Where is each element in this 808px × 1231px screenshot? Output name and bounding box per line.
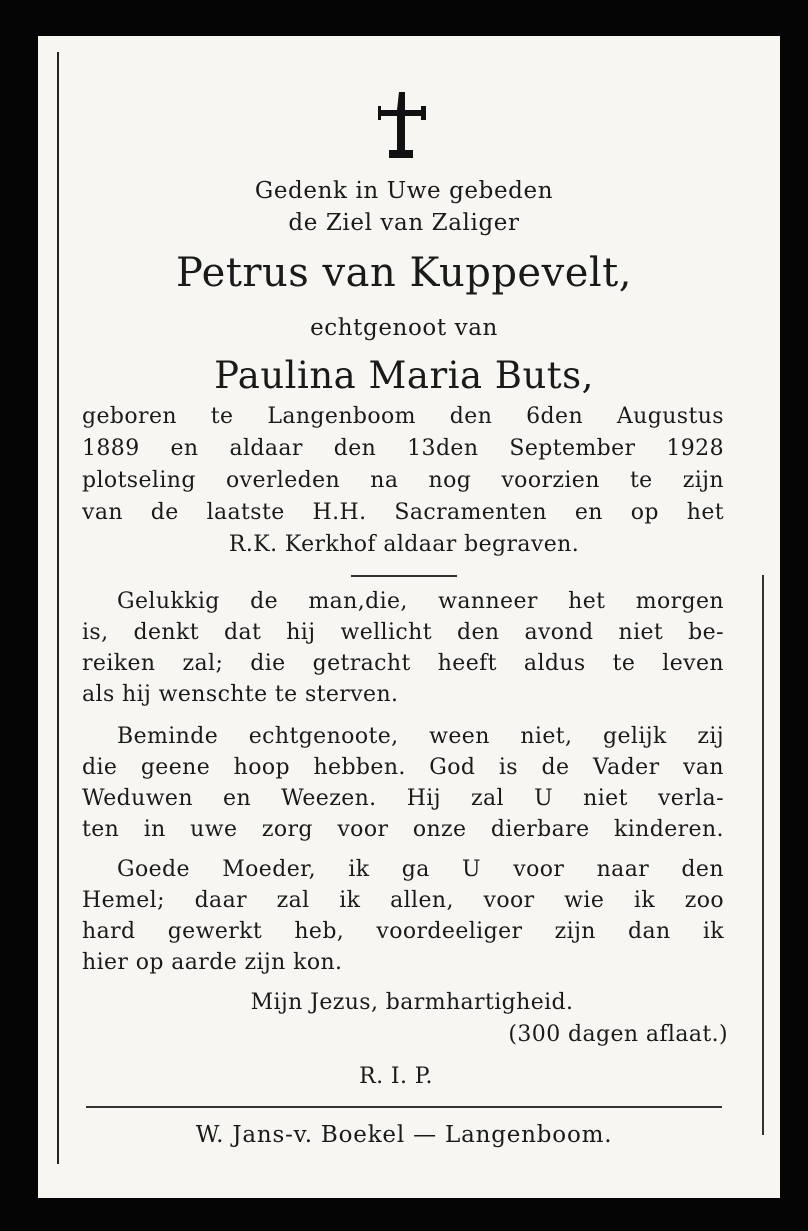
word: de: [150, 500, 179, 525]
word: Moeder,: [222, 857, 317, 882]
word: die: [250, 651, 286, 676]
para1-line: [82, 620, 724, 645]
word: voordeeliger: [376, 919, 523, 944]
bio-line: [82, 436, 724, 461]
word: Hemel;: [82, 888, 165, 913]
word: het: [686, 500, 724, 525]
word: niet: [618, 620, 664, 645]
bio-line: [82, 404, 724, 429]
word: morgen: [635, 589, 724, 614]
word: Weezen.: [281, 786, 377, 811]
word: ik: [339, 888, 361, 913]
prayer: Mijn Jezus, barmhartigheid.: [250, 990, 574, 1015]
para3-last-line: hier op aarde zijn kon.: [82, 950, 343, 975]
word: kinderen.: [613, 817, 724, 842]
word: allen,: [390, 888, 454, 913]
word: dat: [223, 620, 262, 645]
word: te: [612, 651, 636, 676]
para1-line: [82, 651, 724, 676]
word: zijn: [554, 919, 596, 944]
para3-line: [117, 857, 724, 882]
word: zal: [276, 888, 310, 913]
word: naar: [596, 857, 650, 882]
para3-line: [82, 919, 724, 944]
para1-last-line: als hij wenschte te sterven.: [82, 682, 399, 707]
word: ga: [401, 857, 430, 882]
word: aldaar: [229, 436, 303, 461]
word: man,die,: [308, 589, 408, 614]
word: hard: [82, 919, 136, 944]
word: nog: [428, 468, 472, 493]
word: ween: [429, 724, 490, 749]
word: laatste: [206, 500, 285, 525]
word: het: [568, 589, 606, 614]
word: be-: [688, 620, 724, 645]
word: van: [82, 500, 123, 525]
word: avond: [524, 620, 594, 645]
word: van: [682, 755, 724, 780]
word: op: [630, 500, 659, 525]
word: niet: [583, 786, 628, 811]
word: heb,: [294, 919, 345, 944]
word: en: [170, 436, 199, 461]
word: U: [462, 857, 481, 882]
word: voor: [513, 857, 565, 882]
para3-line: [82, 888, 724, 913]
word: ik: [348, 857, 370, 882]
word: hij: [286, 620, 316, 645]
word: na: [370, 468, 399, 493]
word: Vader: [592, 755, 660, 780]
card-border-right: [762, 575, 764, 1135]
word: hoop: [233, 755, 290, 780]
word: voor: [483, 888, 535, 913]
word: verla-: [657, 786, 724, 811]
word: H.H.: [312, 500, 367, 525]
word: Augustus: [616, 404, 724, 429]
word: gelijk: [603, 724, 667, 749]
intro-line-2: de Ziel van Zaliger: [288, 210, 520, 236]
word: voor: [337, 817, 389, 842]
indulgence: (300 dagen aflaat.): [508, 1022, 728, 1047]
word: gewerkt: [167, 919, 263, 944]
word: aldus: [523, 651, 586, 676]
word: zal: [471, 786, 504, 811]
bio-last-line: R.K. Kerkhof aldaar begraven.: [228, 532, 580, 557]
intro-line-1: Gedenk in Uwe gebeden: [254, 178, 554, 204]
word: hebben.: [313, 755, 406, 780]
divider: [351, 575, 457, 577]
word: overleden: [225, 468, 341, 493]
word: zorg: [261, 817, 313, 842]
word: in: [143, 817, 166, 842]
bio-line: [82, 468, 724, 493]
word: te: [629, 468, 653, 493]
word: reiken: [82, 651, 156, 676]
word: Goede: [117, 857, 190, 882]
word: ten: [82, 817, 120, 842]
word: niet,: [520, 724, 573, 749]
word: 13den: [407, 436, 479, 461]
word: getracht: [312, 651, 411, 676]
word: leven: [662, 651, 724, 676]
word: 1928: [666, 436, 724, 461]
word: te: [210, 404, 234, 429]
footer-divider: [86, 1106, 722, 1108]
word: Langenboom: [267, 404, 416, 429]
word: onze: [412, 817, 467, 842]
word: zij: [697, 724, 724, 749]
word: God: [429, 755, 476, 780]
word: zal;: [182, 651, 224, 676]
para1-line: [117, 589, 724, 614]
word: zoo: [684, 888, 724, 913]
para2-line: [82, 786, 724, 811]
para2-line: [82, 817, 724, 842]
word: wellicht: [340, 620, 432, 645]
word: en: [574, 500, 603, 525]
word: den: [449, 404, 493, 429]
word: 1889: [82, 436, 140, 461]
word: 6den: [526, 404, 584, 429]
word: geene: [140, 755, 211, 780]
word: Sacramenten: [394, 500, 547, 525]
spouse-of-label: echtgenoot van: [310, 315, 498, 341]
word: dierbare: [490, 817, 590, 842]
word: September: [509, 436, 636, 461]
printer-credit: W. Jans-v. Boekel — Langenboom.: [195, 1122, 613, 1148]
word: den: [456, 620, 500, 645]
word: is: [498, 755, 519, 780]
word: wanneer: [438, 589, 538, 614]
spouse-name: Paulina Maria Buts,: [214, 354, 594, 397]
word: Weduwen: [82, 786, 193, 811]
word: echtgenoote,: [248, 724, 399, 749]
word: denkt: [133, 620, 199, 645]
word: dan: [628, 919, 671, 944]
bio-line: [82, 500, 724, 525]
word: ik: [702, 919, 724, 944]
word: U: [534, 786, 554, 811]
word: plotseling: [82, 468, 196, 493]
word: Beminde: [117, 724, 219, 749]
word: wie: [564, 888, 605, 913]
word: den: [333, 436, 377, 461]
para2-line: [82, 755, 724, 780]
word: de: [250, 589, 279, 614]
word: heeft: [437, 651, 497, 676]
word: voorzien: [501, 468, 600, 493]
word: en: [223, 786, 252, 811]
word: ik: [633, 888, 656, 913]
word: geboren: [82, 404, 177, 429]
deceased-name: Petrus van Kuppevelt,: [176, 250, 632, 296]
word: zijn: [682, 468, 724, 493]
para2-line: [117, 724, 724, 749]
word: de: [541, 755, 570, 780]
word: die: [82, 755, 118, 780]
word: Hij: [406, 786, 441, 811]
word: Gelukkig: [117, 589, 220, 614]
cross-icon: [378, 92, 426, 158]
word: daar: [194, 888, 248, 913]
rip: R. I. P.: [359, 1064, 433, 1089]
word: is,: [82, 620, 109, 645]
word: uwe: [190, 817, 238, 842]
word: den: [681, 857, 724, 882]
